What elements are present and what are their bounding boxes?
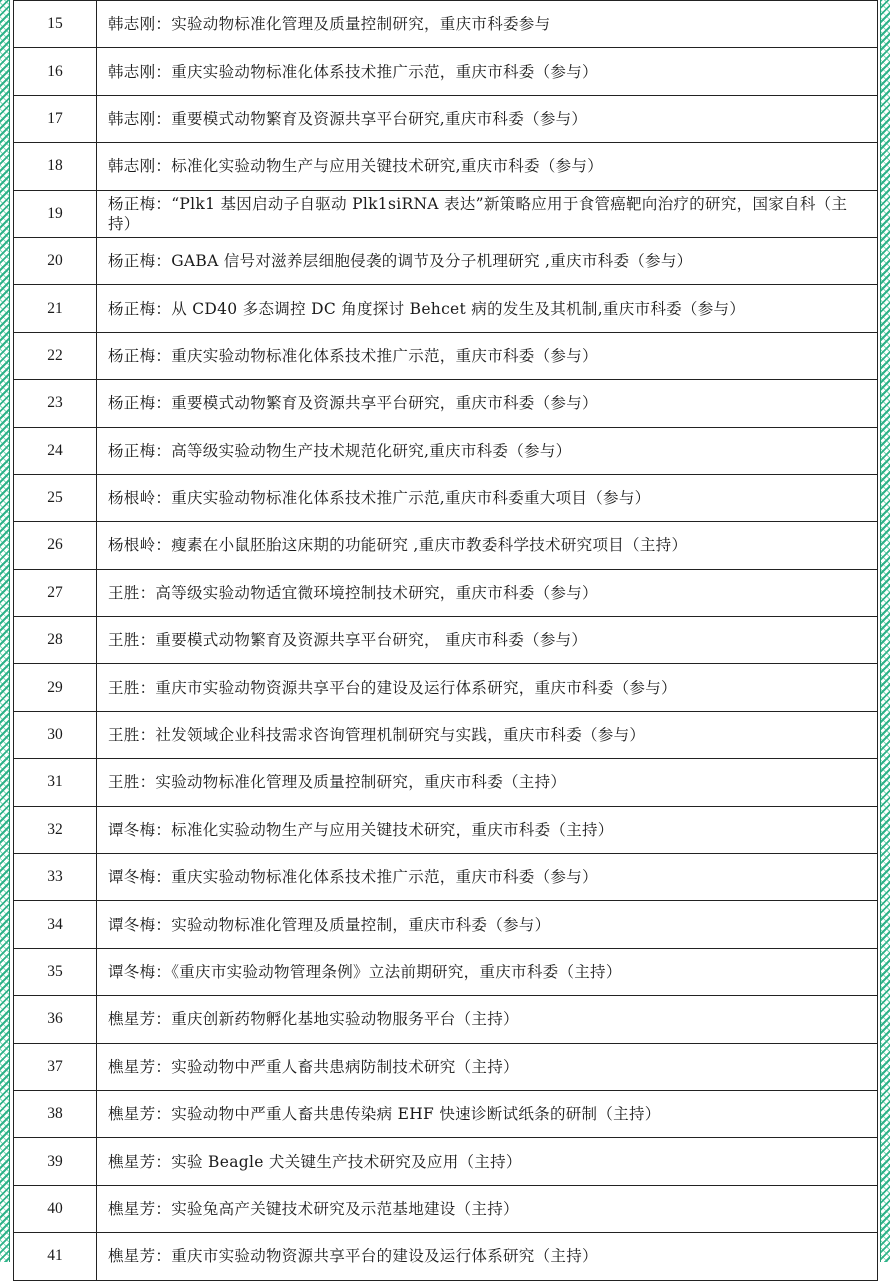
project-description: 杨正梅：“Plk1 基因启动子自驱动 Plk1siRNA 表达”新策略应用于食管癌靶向治疗的研究，国家自科（主持） <box>97 190 878 237</box>
decorative-border-left <box>0 0 10 1262</box>
row-number: 31 <box>14 759 97 806</box>
row-number: 30 <box>14 711 97 758</box>
row-number: 41 <box>14 1233 97 1280</box>
table-row <box>14 95 878 142</box>
project-description: 韩志刚：实验动物标准化管理及质量控制研究，重庆市科委参与 <box>97 1 878 48</box>
project-description: 杨正梅：从 CD40 多态调控 DC 角度探讨 Behcet 病的发生及其机制,重庆市科委（参与） <box>97 285 878 332</box>
row-number: 15 <box>14 1 97 48</box>
table-row <box>14 143 878 190</box>
table-row <box>14 854 878 901</box>
table-row <box>14 1233 878 1280</box>
row-number: 33 <box>14 854 97 901</box>
row-number: 29 <box>14 664 97 711</box>
table-row <box>14 806 878 853</box>
table-row <box>14 427 878 474</box>
row-number: 26 <box>14 522 97 569</box>
row-number: 37 <box>14 1043 97 1090</box>
row-number: 28 <box>14 617 97 664</box>
project-description: 韩志刚：重庆实验动物标准化体系技术推广示范，重庆市科委（参与） <box>97 48 878 95</box>
table-row <box>14 474 878 521</box>
row-number: 20 <box>14 237 97 284</box>
row-number: 34 <box>14 901 97 948</box>
table-row <box>14 522 878 569</box>
table-row <box>14 901 878 948</box>
project-description: 杨正梅：重要模式动物繁育及资源共享平台研究，重庆市科委（参与） <box>97 380 878 427</box>
project-description: 杨根岭：重庆实验动物标准化体系技术推广示范,重庆市科委重大项目（参与） <box>97 474 878 521</box>
table-row <box>14 1043 878 1090</box>
row-number: 17 <box>14 95 97 142</box>
project-description: 樵星芳：重庆创新药物孵化基地实验动物服务平台（主持） <box>97 996 878 1043</box>
project-description: 韩志刚：标准化实验动物生产与应用关键技术研究,重庆市科委（参与） <box>97 143 878 190</box>
row-number: 24 <box>14 427 97 474</box>
project-description: 樵星芳：实验动物中严重人畜共患病防制技术研究（主持） <box>97 1043 878 1090</box>
table-row <box>14 380 878 427</box>
project-description: 王胜：社发领域企业科技需求咨询管理机制研究与实践，重庆市科委（参与） <box>97 711 878 758</box>
project-table <box>13 0 878 1281</box>
project-description: 王胜：重庆市实验动物资源共享平台的建设及运行体系研究，重庆市科委（参与） <box>97 664 878 711</box>
row-number: 36 <box>14 996 97 1043</box>
table-row <box>14 711 878 758</box>
table-row <box>14 664 878 711</box>
project-description: 王胜：重要模式动物繁育及资源共享平台研究， 重庆市科委（参与） <box>97 617 878 664</box>
table-row <box>14 237 878 284</box>
row-number: 39 <box>14 1138 97 1185</box>
table-row <box>14 759 878 806</box>
decorative-border-right <box>880 0 890 1262</box>
row-number: 35 <box>14 948 97 995</box>
row-number: 19 <box>14 190 97 237</box>
project-description: 杨根岭：瘦素在小鼠胚胎这床期的功能研究 ,重庆市教委科学技术研究项目（主持） <box>97 522 878 569</box>
project-description: 杨正梅：高等级实验动物生产技术规范化研究,重庆市科委（参与） <box>97 427 878 474</box>
project-description: 樵星芳：重庆市实验动物资源共享平台的建设及运行体系研究（主持） <box>97 1233 878 1280</box>
table-row <box>14 948 878 995</box>
project-description: 樵星芳：实验 Beagle 犬关键生产技术研究及应用（主持） <box>97 1138 878 1185</box>
row-number: 21 <box>14 285 97 332</box>
row-number: 22 <box>14 332 97 379</box>
project-description: 谭冬梅：标准化实验动物生产与应用关键技术研究，重庆市科委（主持） <box>97 806 878 853</box>
row-number: 23 <box>14 380 97 427</box>
project-description: 韩志刚：重要模式动物繁育及资源共享平台研究,重庆市科委（参与） <box>97 95 878 142</box>
row-number: 32 <box>14 806 97 853</box>
row-number: 18 <box>14 143 97 190</box>
row-number: 16 <box>14 48 97 95</box>
row-number: 25 <box>14 474 97 521</box>
table-row <box>14 1090 878 1137</box>
row-number: 40 <box>14 1185 97 1232</box>
table-row <box>14 617 878 664</box>
project-description: 王胜：实验动物标准化管理及质量控制研究，重庆市科委（主持） <box>97 759 878 806</box>
project-description: 谭冬梅：《重庆市实验动物管理条例》立法前期研究，重庆市科委（主持） <box>97 948 878 995</box>
project-description: 杨正梅：重庆实验动物标准化体系技术推广示范，重庆市科委（参与） <box>97 332 878 379</box>
row-number: 38 <box>14 1090 97 1137</box>
project-table-body <box>14 1 878 1281</box>
table-row <box>14 190 878 237</box>
table-row <box>14 1138 878 1185</box>
table-row <box>14 285 878 332</box>
project-description: 谭冬梅：实验动物标准化管理及质量控制，重庆市科委（参与） <box>97 901 878 948</box>
project-description: 杨正梅：GABA 信号对滋养层细胞侵袭的调节及分子机理研究 ,重庆市科委（参与） <box>97 237 878 284</box>
project-description: 樵星芳：实验动物中严重人畜共患传染病 EHF 快速诊断试纸条的研制（主持） <box>97 1090 878 1137</box>
table-row <box>14 1 878 48</box>
table-row <box>14 48 878 95</box>
project-description: 樵星芳：实验兔高产关键技术研究及示范基地建设（主持） <box>97 1185 878 1232</box>
table-row <box>14 332 878 379</box>
table-row <box>14 569 878 616</box>
table-row <box>14 1185 878 1232</box>
project-description: 谭冬梅：重庆实验动物标准化体系技术推广示范，重庆市科委（参与） <box>97 854 878 901</box>
table-row <box>14 996 878 1043</box>
row-number: 27 <box>14 569 97 616</box>
project-description: 王胜：高等级实验动物适宜微环境控制技术研究，重庆市科委（参与） <box>97 569 878 616</box>
